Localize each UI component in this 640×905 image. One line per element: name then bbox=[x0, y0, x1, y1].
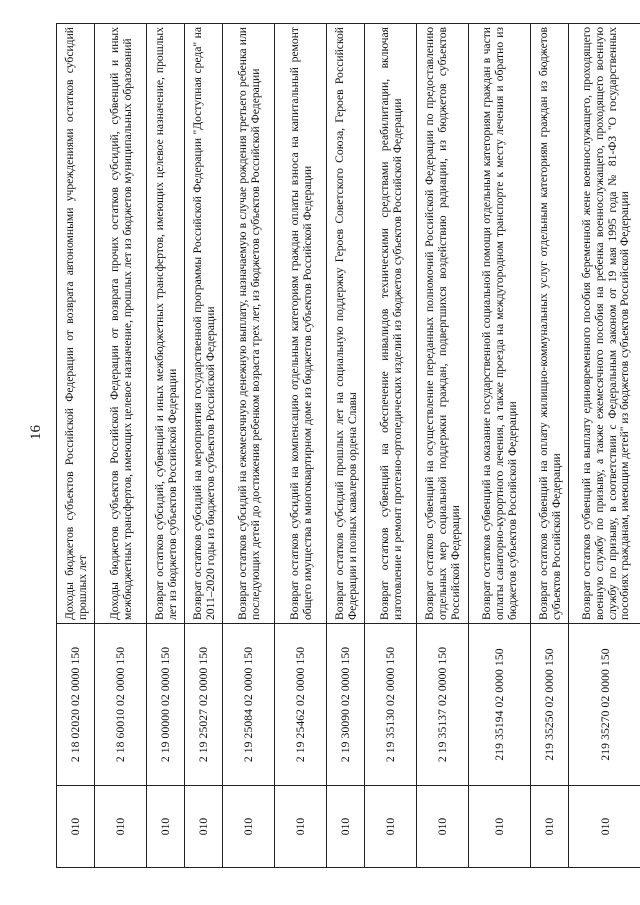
description-cell: Возврат остатков субвенций на выплату единовременного пособия беременной жене военнослужащего, проходящего военную службу по призыву, а также ежемесячного пособия на ребенка военнослужащего, проходящего военную службу по призыву, в соответствии с Федеральным законом от 19 мая 1995 года № 81-ФЗ "О государственных пособиях гражданам, имеющим детей" из бюджетов субъектов Российской Федерации bbox=[569, 24, 640, 624]
description-cell: Доходы бюджетов субъектов Российской Федерации от возврата автономными учреждениями остатков субсидий прошлых лет bbox=[57, 24, 95, 624]
admin-code-cell: 010 bbox=[569, 786, 640, 868]
admin-code-cell: 010 bbox=[531, 786, 569, 868]
table-row bbox=[365, 24, 417, 868]
budget-code-cell: 2 18 02020 02 0000 150 bbox=[57, 624, 95, 786]
admin-code-cell: 010 bbox=[417, 786, 469, 868]
budget-code-cell: 2 19 25462 02 0000 150 bbox=[275, 624, 327, 786]
admin-code-cell: 010 bbox=[275, 786, 327, 868]
budget-code-cell: 2 19 35130 02 0000 150 bbox=[365, 624, 417, 786]
table-row bbox=[469, 24, 531, 868]
admin-code-cell: 010 bbox=[223, 786, 275, 868]
admin-code-cell: 010 bbox=[327, 786, 365, 868]
description-cell: Возврат остатков субвенций на оказание государственной социальной помощи отдельным категориям граждан в части оплаты санаторно-курортного лечения, а также проезда на междугородном транспорте к месту лечения и обратно из бюджетов субъектов Российской Федерации bbox=[469, 24, 531, 624]
budget-code-cell: 2 18 60010 02 0000 150 bbox=[95, 624, 147, 786]
budget-code-cell: 2 19 00000 02 0000 150 bbox=[147, 624, 185, 786]
admin-code-cell: 010 bbox=[469, 786, 531, 868]
admin-code-cell: 010 bbox=[147, 786, 185, 868]
admin-code-cell: 010 bbox=[365, 786, 417, 868]
budget-code-cell: 2 19 35137 02 0000 150 bbox=[417, 624, 469, 786]
description-cell: Доходы бюджетов субъектов Российской Федерации от возврата прочих остатков субсидий, субвенций и иных межбюджетных трансфертов, имеющих целевое назначение, прошлых лет из бюджетов муниципальных образований bbox=[95, 24, 147, 624]
table-row bbox=[57, 24, 95, 868]
table-row bbox=[531, 24, 569, 868]
table-row bbox=[327, 24, 365, 868]
budget-code-cell: 2 19 25084 02 0000 150 bbox=[223, 624, 275, 786]
budget-code-cell: 2 19 25027 02 0000 150 bbox=[185, 624, 223, 786]
table-row bbox=[417, 24, 469, 868]
description-cell: Возврат остатков субсидий прошлых лет на социальную поддержку Героев Советского Союза, Героев Российской Федерации и полных кавалеров ордена Славы bbox=[327, 24, 365, 624]
budget-code-cell: 219 35270 02 0000 150 bbox=[569, 624, 640, 786]
description-cell: Возврат остатков субсидий на ежемесячную денежную выплату, назначаемую в случае рождения третьего ребенка или последующих детей до достижения ребенком возраста трех лет, из бюджетов субъектов Российской Федерации bbox=[223, 24, 275, 624]
description-cell: Возврат остатков субсидий, субвенций и иных межбюджетных трансфертов, имеющих целевое назначение, прошлых лет из бюджетов субъектов Российской Федерации bbox=[147, 24, 185, 624]
table-row bbox=[275, 24, 327, 868]
description-cell: Возврат остатков субсидий на мероприятия государственной программы Российской Федерации "Доступная среда" на 2011–2020 годы из бюджетов субъектов Российской Федерации bbox=[185, 24, 223, 624]
budget-code-cell: 219 35194 02 0000 150 bbox=[469, 624, 531, 786]
rotated-table-container bbox=[56, 23, 632, 868]
admin-code-cell: 010 bbox=[57, 786, 95, 868]
table-row bbox=[147, 24, 185, 868]
budget-code-cell: 219 35250 02 0000 150 bbox=[531, 624, 569, 786]
admin-code-cell: 010 bbox=[185, 786, 223, 868]
description-cell: Возврат остатков субвенций на осуществление переданных полномочий Российской Федерации по предоставлению отдельных мер социальной поддержки граждан, подвергшихся воздействию радиации, из бюджетов субъектов Российской Федерации bbox=[417, 24, 469, 624]
budget-code-cell: 2 19 30090 02 0000 150 bbox=[327, 624, 365, 786]
table-row bbox=[223, 24, 275, 868]
description-cell: Возврат остатков субсидий на компенсацию отдельным категориям граждан оплаты взноса на капитальный ремонт общего имущества в многоквартирном доме из бюджетов субъектов Российской Федерации bbox=[275, 24, 327, 624]
description-cell: Возврат остатков субвенций на оплату жилищно-коммунальных услуг отдельным категориям граждан из бюджетов субъектов Российской Федерации bbox=[531, 24, 569, 624]
page-number: 16 bbox=[28, 425, 44, 440]
description-cell: Возврат остатков субвенций на обеспечение инвалидов техническими средствами реабилитации, включая изготовление и ремонт протезно-ортопедических изделий из бюджетов субъектов Российской Федерации bbox=[365, 24, 417, 624]
table-row bbox=[95, 24, 147, 868]
table-row bbox=[569, 24, 640, 868]
revenue-codes-table bbox=[56, 23, 640, 868]
admin-code-cell: 010 bbox=[95, 786, 147, 868]
table-row bbox=[185, 24, 223, 868]
